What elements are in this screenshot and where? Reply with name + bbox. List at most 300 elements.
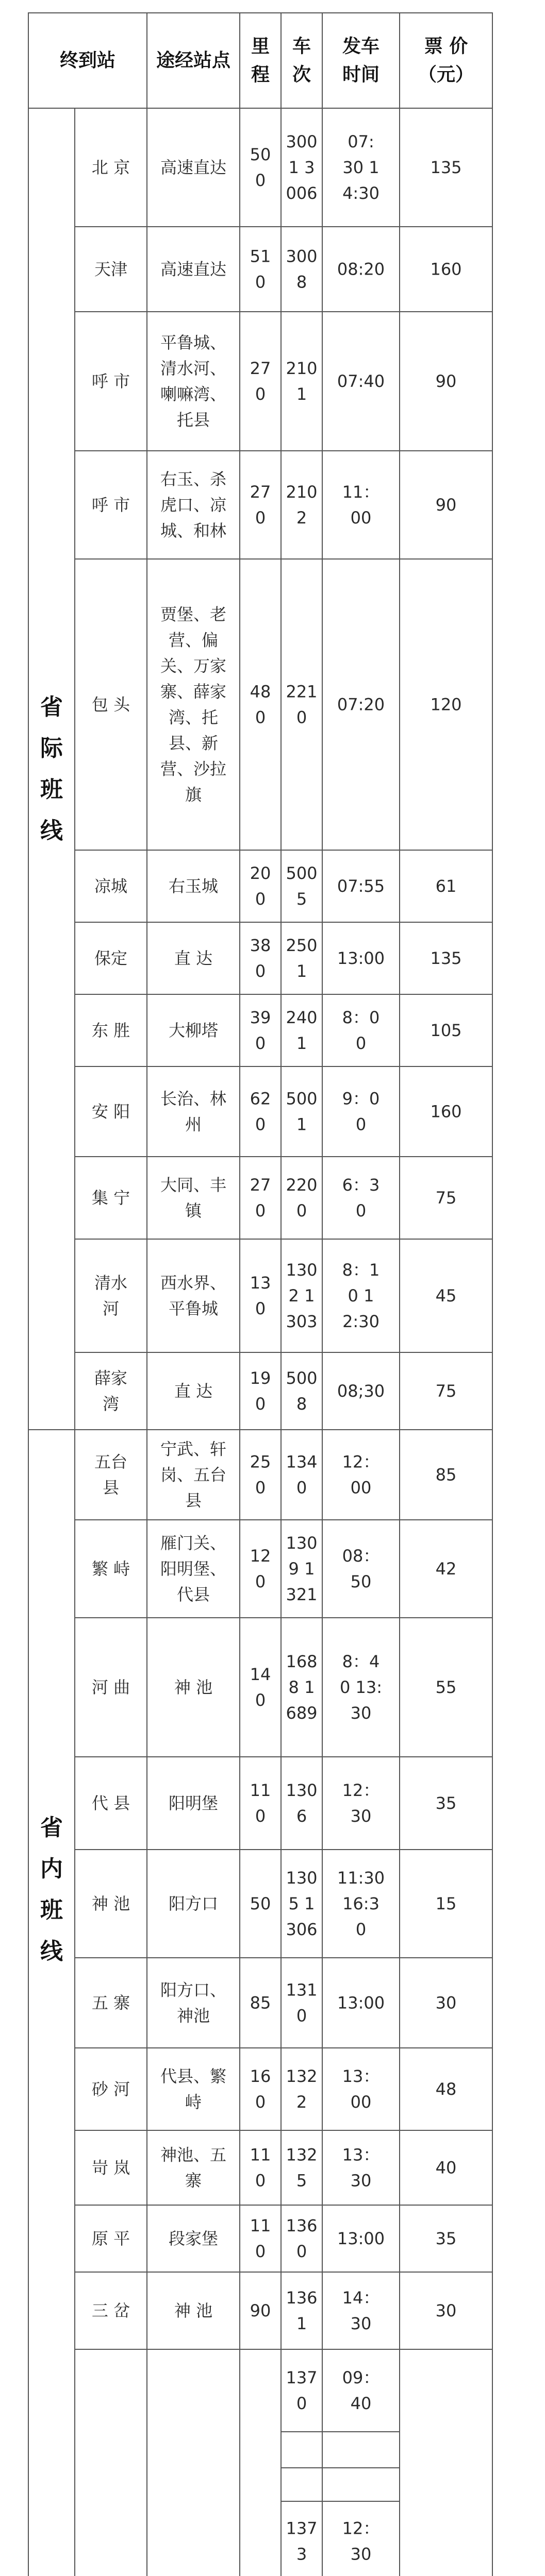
header-trip-cell: [281, 13, 322, 108]
via-stops: 岗、五台: [160, 1465, 227, 1485]
departure-time: 30: [350, 2544, 372, 2564]
header-mileage: 里: [251, 36, 270, 57]
departure-time: 00: [350, 508, 372, 528]
row-14-mileage-cell: [240, 1618, 281, 1757]
mileage: 62: [250, 1089, 271, 1109]
via-stops: 寨: [185, 2171, 202, 2191]
mileage: 0: [255, 384, 266, 404]
departure-time: 0: [355, 1033, 367, 1053]
via-stops: 镇: [185, 1201, 202, 1221]
row-8-via-cell: [147, 1066, 240, 1157]
trip-number: 2: [296, 508, 307, 528]
section-intraprovincial-cell: [28, 1430, 75, 2576]
fare: 40: [435, 2158, 457, 2178]
mileage: 0: [255, 171, 266, 190]
terminal-station: 集 宁: [91, 1188, 130, 1208]
trip-number: 5 1: [288, 1894, 315, 1913]
terminal-station: 岢 岚: [91, 2158, 130, 2178]
row-13-mileage-cell: [240, 1520, 281, 1618]
row-5-trip-cell: [281, 850, 322, 922]
terminal-station: 代 县: [91, 1793, 130, 1813]
via-stops: 直 达: [174, 1381, 213, 1401]
mileage: 50: [250, 145, 271, 164]
via-stops: 城、和林: [160, 521, 227, 540]
via-stops: 长治、林: [160, 1089, 227, 1109]
fare: 30: [435, 2301, 457, 2320]
via-stops: 神 池: [174, 2301, 213, 2320]
fare: 30: [435, 1993, 457, 2013]
terminal-station: 包 头: [91, 694, 130, 715]
fare: 90: [435, 371, 457, 391]
fare: 55: [435, 1677, 457, 1697]
terminal-station: 安 阳: [91, 1101, 130, 1122]
departure-time: 00: [350, 1478, 372, 1498]
via-stops: 县、新: [168, 733, 219, 753]
terminal-station: 北 京: [91, 158, 130, 177]
trip-number: 300: [286, 246, 318, 266]
via-stops: 大同、丰: [160, 1175, 227, 1195]
terminal-station: 保定: [94, 948, 128, 968]
trip-number: 250: [286, 936, 318, 955]
departure-time: 12：: [342, 2518, 380, 2538]
trip-number: 1: [296, 1114, 307, 1134]
row-20-mileage-cell: [240, 2205, 281, 2272]
departure-time: 13:00: [337, 948, 385, 968]
trip-number: 689: [286, 1703, 318, 1723]
row-9-mileage-cell: [240, 1157, 281, 1239]
trip-number: 2: [296, 2092, 307, 2112]
fare: 75: [435, 1381, 457, 1401]
mileage: 0: [255, 272, 266, 292]
mileage: 20: [250, 863, 271, 883]
trip-number: 5: [296, 2171, 307, 2191]
row-17-via-cell: [147, 1958, 240, 2048]
fare: 15: [435, 1894, 457, 1913]
pianguan-trip-cell-3: [281, 2501, 322, 2576]
row-19-departure-cell: [322, 2130, 400, 2205]
trip-number: 5: [296, 889, 307, 909]
departure-time: 13:00: [337, 1993, 385, 2013]
via-stops: 代县: [176, 1585, 210, 1604]
terminal-station: 三 岔: [91, 2301, 130, 2320]
mileage: 0: [255, 2242, 266, 2261]
fare: 75: [435, 1188, 457, 1208]
trip-number: 321: [286, 1585, 318, 1604]
row-11-trip-cell: [281, 1352, 322, 1430]
departure-time: 0 1: [348, 1286, 374, 1306]
trip-number: 0: [296, 2394, 307, 2413]
mileage: 0: [255, 2171, 266, 2191]
via-stops: 宁武、轩: [160, 1439, 227, 1459]
via-stops: 右玉城: [168, 876, 219, 896]
via-stops: 营、偏: [168, 630, 219, 650]
via-stops: 代县、繁: [160, 2066, 227, 2086]
departure-time: 07:40: [337, 371, 385, 391]
row-19-mileage-cell: [240, 2130, 281, 2205]
header-mileage-cell: [240, 13, 281, 108]
header-fare-cell: [400, 13, 492, 108]
via-stops: 神 池: [174, 1677, 213, 1697]
row-12-departure-cell: [322, 1430, 400, 1520]
mileage: 0: [255, 1478, 266, 1498]
departure-time: 11：: [342, 482, 380, 502]
trip-number: 132: [286, 2066, 318, 2086]
fare: 135: [430, 158, 462, 177]
terminal-station: 天津: [94, 259, 128, 279]
trip-number: 303: [286, 1312, 318, 1331]
departure-time: 09：: [342, 2368, 380, 2387]
row-18-mileage-cell: [240, 2048, 281, 2130]
pianguan-departure-cell-3: [322, 2501, 400, 2576]
departure-time: 8：0: [342, 1008, 380, 1027]
trip-number: 8: [296, 272, 307, 292]
via-stops: 段家堡: [168, 2229, 219, 2248]
pianguan-departure-cell-0: [322, 2349, 400, 2432]
via-stops: 高速直达: [160, 259, 227, 279]
trip-number: 6: [296, 1806, 307, 1826]
terminal-station: 五 寨: [91, 1993, 130, 2013]
mileage: 19: [250, 1368, 271, 1388]
departure-time: 0: [355, 1114, 367, 1134]
via-stops: 平鲁城、: [160, 333, 227, 352]
row-15-departure-cell: [322, 1757, 400, 1850]
mileage: 27: [250, 1175, 271, 1195]
fare: 42: [435, 1559, 457, 1579]
via-stops: 州: [185, 1114, 202, 1134]
section-interprovincial-label: 省: [40, 694, 63, 720]
departure-time: 00: [350, 2092, 372, 2112]
via-stops: 直 达: [174, 948, 213, 968]
mileage: 0: [255, 1806, 266, 1826]
row-8-mileage-cell: [240, 1066, 281, 1157]
trip-number: 130: [286, 1868, 318, 1888]
fare: 105: [430, 1021, 462, 1040]
header-fare: （元）: [418, 64, 474, 86]
trip-number: 1: [296, 961, 307, 981]
departure-time: 08：: [342, 1546, 380, 1566]
departure-time: 13:00: [337, 2229, 385, 2248]
departure-time: 12：: [342, 1781, 380, 1800]
row-3-departure-cell: [322, 451, 400, 559]
mileage: 90: [250, 2301, 271, 2320]
row-18-trip-cell: [281, 2048, 322, 2130]
trip-number: 132: [286, 2145, 318, 2165]
pianguan-departure-cell-1: [322, 2432, 400, 2468]
row-12-mileage-cell: [240, 1430, 281, 1520]
mileage: 27: [250, 359, 271, 378]
row-9-trip-cell: [281, 1157, 322, 1239]
terminal-station: 湾: [102, 1394, 120, 1414]
mileage: 14: [250, 1665, 271, 1684]
departure-time: 30: [350, 1806, 372, 1826]
mileage: 39: [250, 1008, 271, 1027]
row-3-trip-cell: [281, 451, 322, 559]
via-stops: 阳明堡: [168, 1793, 219, 1813]
trip-number: 0: [296, 1201, 307, 1221]
pianguan-trip-cell-2: [281, 2468, 322, 2501]
section-intraprovincial-label: 班: [40, 1897, 63, 1923]
via-stops: 关、万家: [160, 656, 227, 676]
trip-number: 130: [286, 1533, 318, 1553]
row-11-terminal-cell: [75, 1352, 147, 1430]
row-11-mileage-cell: [240, 1352, 281, 1430]
trip-number: 8: [296, 1394, 307, 1414]
fare: 48: [435, 2079, 457, 2099]
fare: 45: [435, 1286, 457, 1306]
row-10-via-cell: [147, 1239, 240, 1352]
mileage: 11: [250, 2145, 271, 2165]
row-7-trip-cell: [281, 994, 322, 1066]
pianguan-terminal-cell: [75, 2349, 147, 2576]
trip-number: 136: [286, 2288, 318, 2308]
fare: 135: [430, 948, 462, 968]
trip-number: 210: [286, 482, 318, 502]
via-stops: 旗: [185, 785, 202, 805]
row-19-trip-cell: [281, 2130, 322, 2205]
header-trip: 车: [292, 36, 311, 57]
row-0-mileage-cell: [240, 108, 281, 227]
row-3-mileage-cell: [240, 451, 281, 559]
pianguan-via-cell: [147, 2349, 240, 2576]
row-19-via-cell: [147, 2130, 240, 2205]
trip-number: 8 1: [288, 1677, 315, 1697]
terminal-station: 神 池: [91, 1894, 130, 1913]
row-6-trip-cell: [281, 922, 322, 994]
row-2-mileage-cell: [240, 312, 281, 451]
row-1-trip-cell: [281, 227, 322, 312]
mileage: 48: [250, 682, 271, 702]
departure-time: 6：3: [342, 1175, 380, 1195]
row-13-departure-cell: [322, 1520, 400, 1618]
mileage: 85: [250, 1993, 271, 2013]
row-15-trip-cell: [281, 1757, 322, 1850]
mileage: 0: [255, 1033, 266, 1053]
header-via: 途经站点: [156, 50, 231, 71]
departure-time: 07:20: [337, 694, 385, 715]
trip-number: 1 3: [288, 158, 315, 177]
terminal-station: 薛家: [94, 1368, 128, 1388]
via-stops: 雁门关、: [160, 1533, 227, 1553]
row-21-trip-cell: [281, 2272, 322, 2349]
fare: 85: [435, 1465, 457, 1485]
terminal-station: 清水: [94, 1273, 128, 1293]
trip-number: 136: [286, 2216, 318, 2235]
fare: 61: [435, 876, 457, 896]
departure-time: 30 1: [342, 158, 379, 177]
departure-time: 14：: [342, 2288, 380, 2308]
pianguan-departure-cell-2: [322, 2468, 400, 2501]
row-7-departure-cell: [322, 994, 400, 1066]
header-departure: 时间: [342, 64, 380, 86]
via-stops: 清水河、: [160, 359, 227, 378]
fare: 35: [435, 1793, 457, 1813]
mileage: 0: [255, 1299, 266, 1318]
header-departure-cell: [322, 13, 400, 108]
departure-time: 0: [355, 1920, 367, 1939]
mileage: 38: [250, 936, 271, 955]
via-stops: 寨、薛家: [160, 682, 227, 702]
row-12-trip-cell: [281, 1430, 322, 1520]
trip-number: 210: [286, 359, 318, 378]
via-stops: 营、沙拉: [160, 759, 227, 779]
departure-time: 30: [350, 1703, 372, 1723]
header-departure: 发车: [342, 36, 380, 57]
departure-time: 30: [350, 2314, 372, 2333]
via-stops: 阳方口: [168, 1894, 219, 1913]
row-8-departure-cell: [322, 1066, 400, 1157]
trip-number: 300: [286, 132, 318, 151]
section-interprovincial-label: 线: [40, 818, 63, 844]
departure-time: 13：: [342, 2145, 380, 2165]
row-1-mileage-cell: [240, 227, 281, 312]
mileage: 13: [250, 1273, 271, 1293]
trip-number: 306: [286, 1920, 318, 1939]
row-2-trip-cell: [281, 312, 322, 451]
trip-number: 0: [296, 2242, 307, 2261]
header-fare: 票 价: [424, 36, 468, 57]
trip-number: 1: [296, 1033, 307, 1053]
departure-time: 50: [350, 1572, 372, 1591]
row-7-mileage-cell: [240, 994, 281, 1066]
row-12-terminal-cell: [75, 1430, 147, 1520]
table-text: [32, 36, 523, 2576]
trip-number: 500: [286, 1089, 318, 1109]
via-stops: 湾、托: [168, 707, 219, 727]
row-4-mileage-cell: [240, 559, 281, 850]
via-stops: 平鲁城: [168, 1299, 219, 1318]
row-6-mileage-cell: [240, 922, 281, 994]
trip-number: 3: [296, 2544, 307, 2564]
terminal-station: 原 平: [91, 2229, 130, 2248]
mileage: 0: [255, 1394, 266, 1414]
mileage: 0: [255, 2092, 266, 2112]
row-10-mileage-cell: [240, 1239, 281, 1352]
trip-number: 0: [296, 1478, 307, 1498]
row-8-trip-cell: [281, 1066, 322, 1157]
mileage: 0: [255, 707, 266, 727]
mileage: 27: [250, 482, 271, 502]
departure-time: 8：1: [342, 1260, 380, 1280]
row-9-via-cell: [147, 1157, 240, 1239]
departure-time: 4:30: [342, 183, 379, 203]
section-interprovincial-label: 班: [40, 776, 63, 803]
row-4-trip-cell: [281, 559, 322, 850]
via-stops: 神池: [176, 2006, 210, 2026]
trip-number: 131: [286, 1980, 318, 2000]
via-stops: 县: [185, 1490, 202, 1511]
terminal-station: 呼 市: [91, 495, 130, 515]
header-mileage: 程: [251, 64, 270, 86]
row-20-trip-cell: [281, 2205, 322, 2272]
departure-time: 8：4: [342, 1652, 380, 1671]
mileage: 11: [250, 2216, 271, 2235]
via-stops: 阳方口、: [160, 1980, 227, 2000]
via-stops: 西水界、: [160, 1273, 227, 1293]
departure-time: 16:3: [342, 1894, 379, 1913]
section-interprovincial-cell: [28, 108, 75, 1430]
pianguan-fare-cell: [400, 2349, 492, 2576]
section-intraprovincial-label: 内: [40, 1856, 63, 1882]
row-21-departure-cell: [322, 2272, 400, 2349]
mileage: 11: [250, 1781, 271, 1800]
terminal-station: 县: [102, 1478, 120, 1498]
terminal-station: 凉城: [94, 876, 128, 896]
fare: 160: [430, 259, 462, 279]
departure-time: 0: [355, 1201, 367, 1221]
departure-time: 07:: [348, 132, 374, 151]
trip-number: 168: [286, 1652, 318, 1671]
fare: 90: [435, 495, 457, 515]
terminal-station: 河 曲: [91, 1677, 130, 1697]
trip-number: 130: [286, 1260, 318, 1280]
row-18-departure-cell: [322, 2048, 400, 2130]
terminal-station: 五台: [94, 1452, 128, 1472]
header-trip: 次: [292, 64, 311, 86]
trip-number: 137: [286, 2518, 318, 2538]
departure-time: 40: [350, 2394, 372, 2413]
mileage: 0: [255, 1201, 266, 1221]
departure-time: 08;30: [337, 1381, 385, 1401]
via-stops: 峙: [185, 2092, 202, 2112]
trip-number: 500: [286, 1368, 318, 1388]
row-4-via-cell: [147, 559, 240, 850]
terminal-station: 砂 河: [91, 2079, 130, 2099]
departure-time: 2:30: [342, 1312, 379, 1331]
pianguan-trip-cell-1: [281, 2432, 322, 2468]
departure-time: 07:55: [337, 876, 385, 896]
row-10-terminal-cell: [75, 1239, 147, 1352]
departure-time: 08:20: [337, 259, 385, 279]
mileage: 51: [250, 246, 271, 266]
terminal-station: 呼 市: [91, 371, 130, 391]
departure-time: 13：: [342, 2066, 380, 2086]
trip-number: 0: [296, 707, 307, 727]
mileage: 0: [255, 889, 266, 909]
terminal-station: 繁 峙: [91, 1559, 130, 1579]
mileage: 12: [250, 1546, 271, 1566]
mileage: 0: [255, 1572, 266, 1591]
trip-number: 006: [286, 183, 318, 203]
section-intraprovincial-label: 省: [40, 1815, 63, 1841]
via-stops: 贾堡、老: [160, 604, 227, 624]
via-stops: 托县: [176, 410, 210, 430]
fare: 35: [435, 2229, 457, 2248]
mileage: 0: [255, 1114, 266, 1134]
mileage: 0: [255, 508, 266, 528]
via-stops: 高速直达: [160, 158, 227, 177]
fare: 160: [430, 1101, 462, 1122]
via-stops: 右玉、杀: [160, 469, 227, 489]
row-15-mileage-cell: [240, 1757, 281, 1850]
mileage: 25: [250, 1452, 271, 1472]
mileage: 0: [255, 1690, 266, 1710]
row-9-departure-cell: [322, 1157, 400, 1239]
trip-number: 134: [286, 1452, 318, 1472]
departure-time: 0 13:: [339, 1677, 383, 1697]
via-stops: 神池、五: [160, 2145, 227, 2165]
via-stops: 大柳塔: [168, 1021, 219, 1040]
trip-number: 220: [286, 1175, 318, 1195]
departure-time: 11:30: [337, 1868, 385, 1888]
trip-number: 137: [286, 2368, 318, 2387]
departure-time: 12：: [342, 1452, 380, 1472]
via-stops: 虎口、凉: [160, 495, 227, 515]
header-terminal: 终到站: [59, 50, 116, 71]
fare: 120: [430, 694, 462, 715]
trip-number: 9 1: [288, 1559, 315, 1579]
trip-number: 500: [286, 863, 318, 883]
trip-number: 1: [296, 2314, 307, 2333]
